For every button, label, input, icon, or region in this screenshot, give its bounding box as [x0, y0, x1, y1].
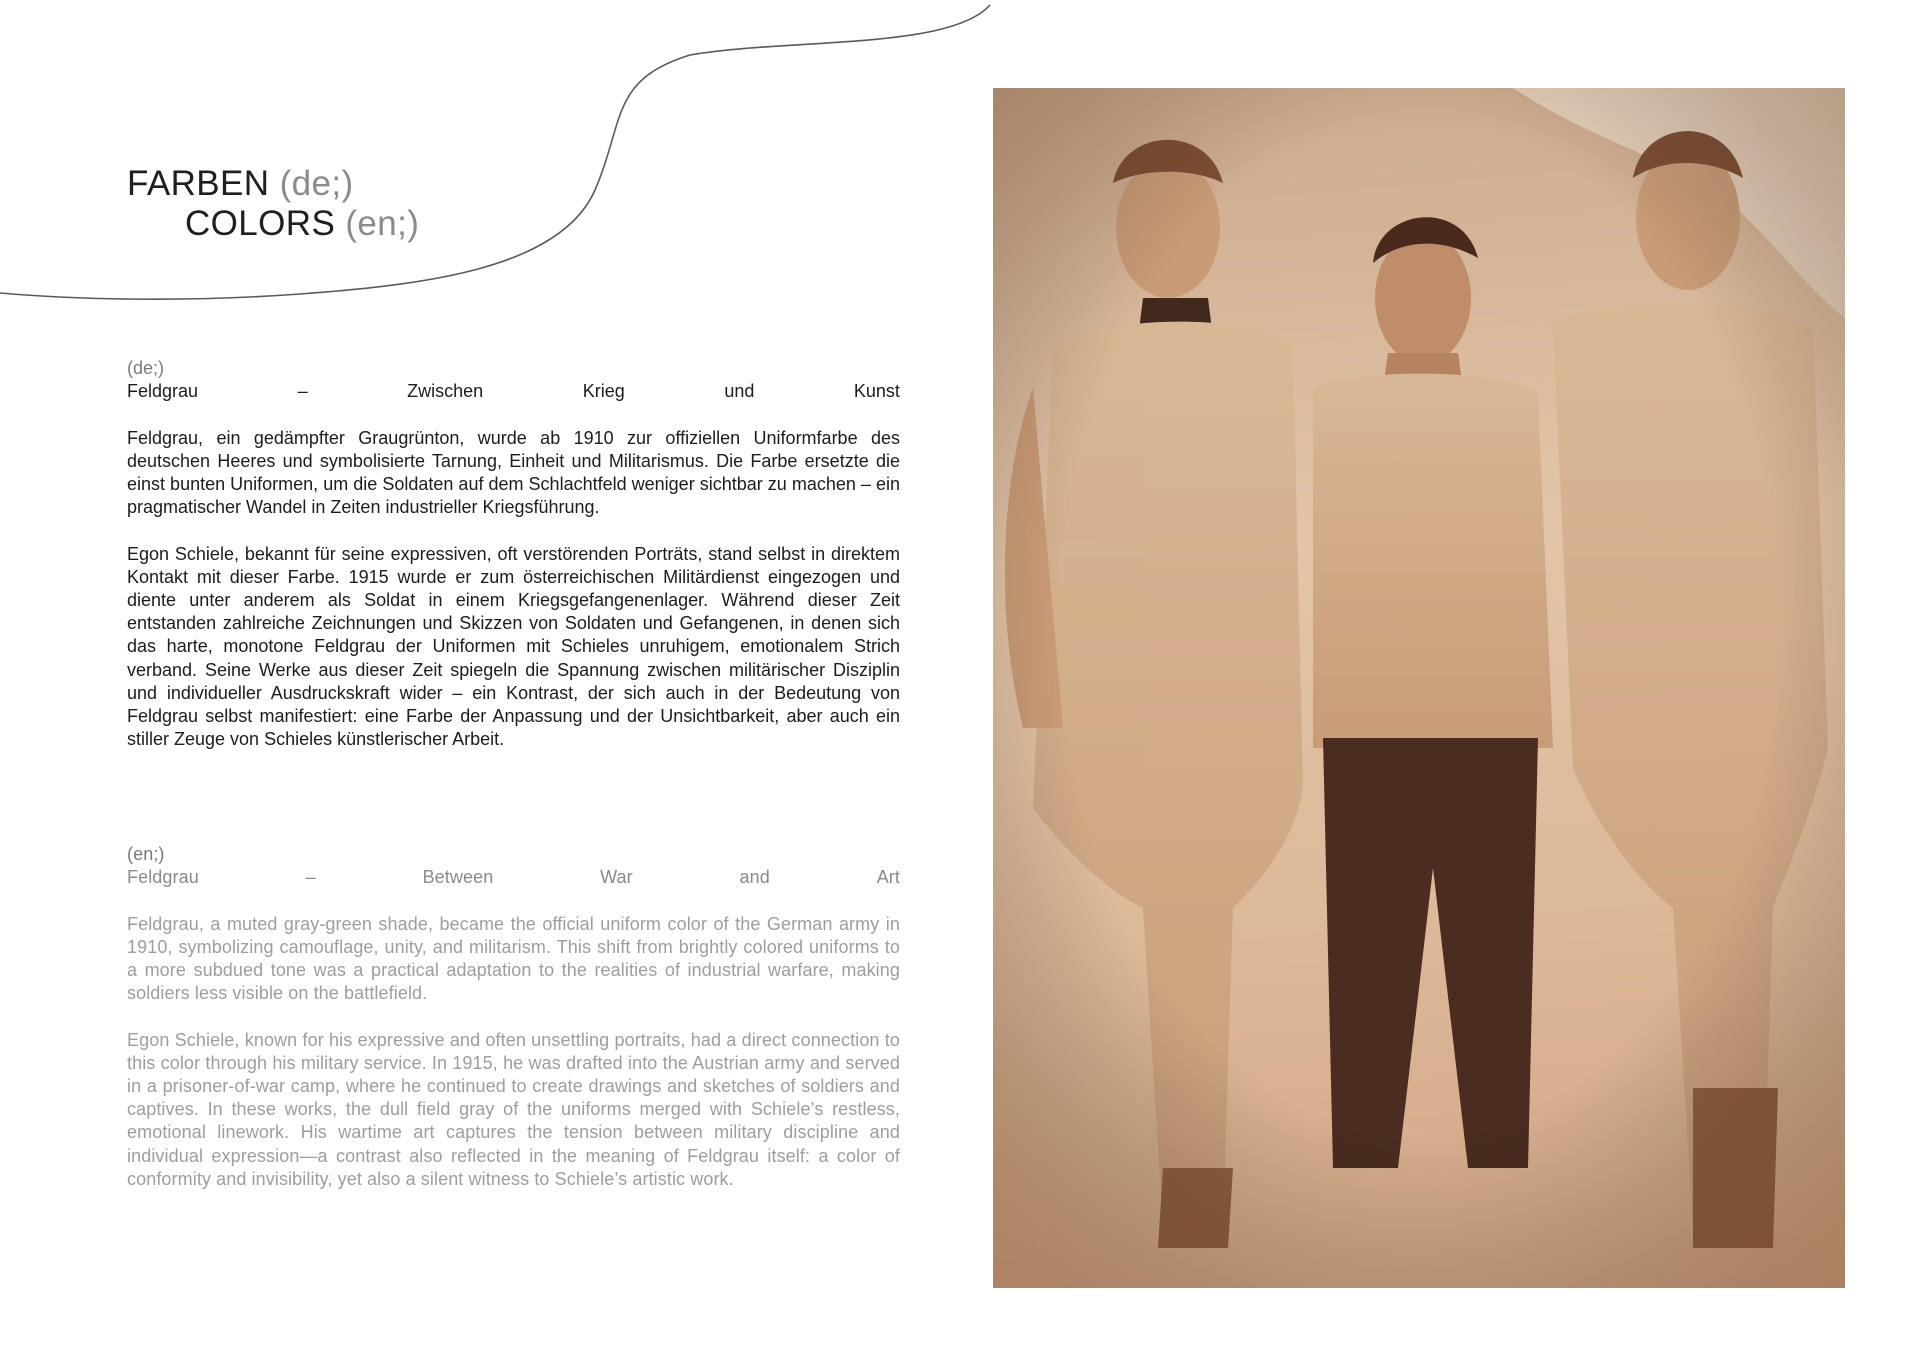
language-tag-en: (en;): [127, 844, 165, 864]
heading-word: Feldgrau: [127, 867, 199, 888]
english-paragraph: Feldgrau, a muted gray-green shade, became the official uniform color of the German army in 1910, symbolizing camouflage, unity, and militarism. This shift from brightly colored uniforms to a more subdued tone was a practical adaptation to the realities of industrial warfare, making soldiers less visible on the battlefield.: [127, 913, 900, 1004]
heading-word: War: [600, 867, 633, 888]
english-paragraph: Egon Schiele, known for his expressive and often unsettling portraits, had a direct connection to this color through his military service. In 1915, he was drafted into the Austrian army and served in a prisoner-of-war camp, where he continued to create drawings and sketches of soldiers and captives. In these works, the dull field gray of the uniforms merged with Schiele’s restless, emotional linework. His wartime art captures the tension between military discipline and individual expression—a contrast also reflected in the meaning of Feldgrau itself: a color of conformity and invisibility, yet also a silent witness to Schiele’s artistic work.: [127, 1029, 900, 1189]
german-text-block: [127, 357, 900, 751]
decorative-curve-line: [0, 0, 1000, 310]
page-title: [127, 164, 419, 244]
heading-word: –: [297, 381, 308, 402]
heading-word: Feldgrau: [127, 381, 199, 402]
heading-word: Art: [876, 867, 900, 888]
title-word-farben: FARBEN: [127, 164, 270, 203]
title-tag-en: (en;): [345, 204, 420, 243]
language-tag-de: (de;): [127, 358, 165, 378]
heading-word: Zwischen: [407, 381, 484, 402]
heading-word: Between: [422, 867, 494, 888]
title-word-colors: COLORS: [185, 204, 336, 243]
english-text-block: [127, 843, 900, 1191]
heading-word: –: [305, 867, 316, 888]
title-line-de: [127, 164, 419, 204]
german-heading: [127, 380, 900, 403]
german-paragraph: Feldgrau, ein gedämpfter Graugrünton, wurde ab 1910 zur offiziellen Uniformfarbe des deutschen Heeres und symbolisierte Tarnung, Einheit und Militarismus. Die Farbe ersetzte die einst bunten Uniformen, um die Soldaten auf dem Schlachtfeld weniger sichtbar zu machen – ein pragmatischer Wandel in Zeiten industrieller Kriegsführung.: [127, 427, 900, 518]
heading-word: Krieg: [582, 381, 625, 402]
heading-word: und: [724, 381, 755, 402]
title-tag-de: (de;): [279, 164, 354, 203]
heading-word: and: [739, 867, 770, 888]
heading-word: Kunst: [853, 381, 900, 402]
german-paragraph: Egon Schiele, bekannt für seine expressiven, oft verstörenden Porträts, stand selbst in direktem Kontakt mit dieser Farbe. 1915 wurde er zum österreichischen Militärdienst eingezogen und diente unter anderem als Soldat in einem Kriegsgefangenenlager. Während dieser Zeit entstanden zahlreiche Zeichnungen und Skizzen von Soldaten und Gefangenen, in denen sich das harte, monotone Feldgrau der Uniformen mit Schieles unruhigem, emotionalem Strich verband. Seine Werke aus dieser Zeit spiegeln die Spannung zwischen militärischer Disziplin und individueller Ausdruckskraft wider – ein Kontrast, der sich auch in der Bedeutung von Feldgrau selbst manifestiert: eine Farbe der Anpassung und der Unsichtbarkeit, aber auch ein stiller Zeuge von Schieles künstlerischer Arbeit.: [127, 543, 900, 750]
english-heading: [127, 866, 900, 889]
sepia-photograph: [993, 88, 1845, 1288]
title-line-en: [127, 204, 419, 244]
